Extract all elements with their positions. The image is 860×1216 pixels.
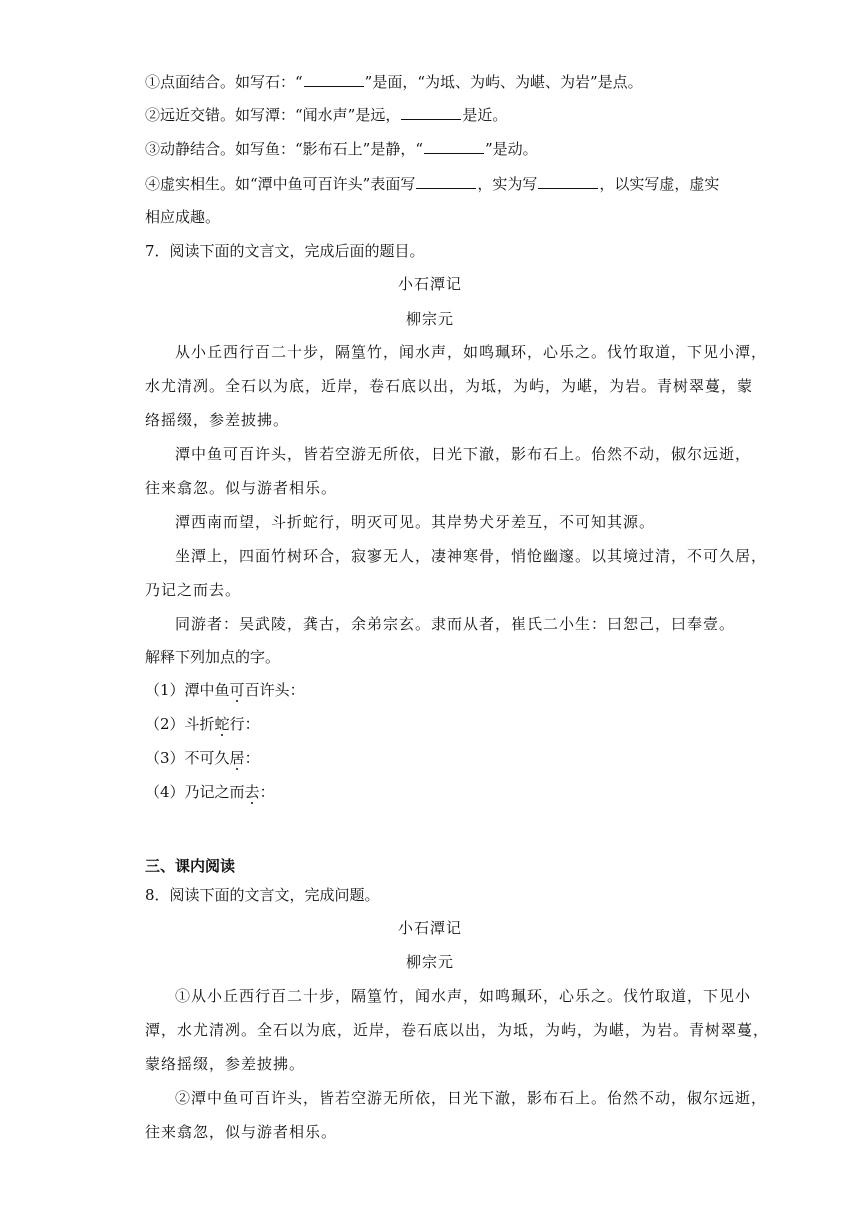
q6-item-1-text-a: ①点面结合。如写石：“ bbox=[145, 73, 303, 91]
q6-item-1-text-b: ”是面，“为坻、为屿、为嵁、为岩”是点。 bbox=[364, 73, 643, 91]
subquestion-text: （2）斗折 bbox=[145, 715, 215, 733]
q7-paragraph-2-line-2: 往来翕忽。似与游者相乐。 bbox=[145, 479, 338, 497]
subquestion-text: 百许头： bbox=[244, 681, 305, 699]
subquestion-text: （1）潭中鱼 bbox=[145, 681, 230, 699]
subquestion-text: ： bbox=[259, 783, 275, 801]
q6-item-1 bbox=[145, 72, 643, 92]
q7-subquestion-4 bbox=[145, 782, 275, 802]
q6-item-4 bbox=[145, 174, 719, 194]
q8-passage-title: 小石潭记 bbox=[397, 919, 462, 937]
q6-item-4-text-c: ，以实写虚，虚实 bbox=[599, 175, 720, 193]
subquestion-text: （4）乃记之而 bbox=[145, 783, 245, 801]
answer-blank[interactable] bbox=[538, 174, 598, 189]
q6-item-3-text-a: ③动静结合。如写鱼：“影布石上”是静，“ bbox=[145, 140, 424, 158]
q8-paragraph-1-line-1: ①从小丘西行百二十步，隔篁竹，闻水声，如鸣珮环，心乐之。伐竹取道，下见小 bbox=[175, 987, 752, 1005]
q8-passage-author: 柳宗元 bbox=[405, 953, 454, 971]
subquestion-text: ： bbox=[244, 749, 260, 767]
q6-item-2 bbox=[145, 105, 507, 125]
q7-paragraph-1-line-1: 从小丘西行百二十步，隔篁竹，闻水声，如鸣珮环，心乐之。伐竹取道，下见小潭， bbox=[175, 343, 768, 361]
q6-item-3 bbox=[145, 139, 538, 159]
q7-subquestion-2 bbox=[145, 714, 260, 734]
q7-paragraph-4-line-2: 乃记之而去。 bbox=[145, 581, 242, 599]
subquestion-text: （3）不可久 bbox=[145, 749, 230, 767]
dotted-char: 居 bbox=[229, 749, 245, 767]
q7-paragraph-5: 同游者：吴武陵，龚古，余弟宗玄。隶而从者，崔氏二小生：曰恕己，曰奉壹。 bbox=[175, 615, 736, 633]
q6-item-4-continued: 相应成趣。 bbox=[145, 208, 221, 226]
q6-item-2-text-a: ②远近交错。如写潭：“闻水声”是远， bbox=[145, 106, 401, 124]
q7-paragraph-1-line-3: 络摇缀，参差披拂。 bbox=[145, 411, 290, 429]
q7-paragraph-1-line-2: 水尤清冽。全石以为底，近岸，卷石底以出，为坻，为屿，为嵁，为岩。青树翠蔓，蒙 bbox=[145, 377, 754, 395]
q6-item-4-text-b: ，实为写 bbox=[477, 175, 538, 193]
dotted-char: 蛇 bbox=[214, 715, 230, 733]
q7-paragraph-2-line-1: 潭中鱼可百许头，皆若空游无所依，日光下澈，影布石上。佁然不动，俶尔远逝， bbox=[175, 445, 752, 463]
q7-subquestion-1 bbox=[145, 680, 305, 700]
q8-paragraph-2-line-2: 往来翕忽，似与游者相乐。 bbox=[145, 1123, 338, 1141]
q7-subquestion-3 bbox=[145, 748, 260, 768]
q7-stem: 7．阅读下面的文言文，完成后面的题目。 bbox=[145, 242, 425, 260]
dotted-char: 可 bbox=[229, 681, 245, 699]
q8-stem: 8．阅读下面的文言文，完成问题。 bbox=[145, 886, 380, 904]
q7-passage-author: 柳宗元 bbox=[405, 310, 454, 328]
q8-paragraph-1-line-2: 潭，水尤清冽。全石以为底，近岸，卷石底以出，为坻，为屿，为嵁，为岩。青树翠蔓， bbox=[145, 1021, 770, 1039]
q8-paragraph-2-line-1: ②潭中鱼可百许头，皆若空游无所依，日光下澈，影布石上。佁然不动，俶尔远逝， bbox=[175, 1089, 768, 1107]
answer-blank[interactable] bbox=[304, 72, 364, 87]
q6-item-4-text-a: ④虚实相生。如“潭中鱼可百许头”表面写 bbox=[145, 175, 416, 193]
q7-paragraph-3: 潭西南而望，斗折蛇行，明灭可见。其岸势犬牙差互，不可知其源。 bbox=[175, 513, 656, 531]
answer-blank[interactable] bbox=[416, 174, 476, 189]
dotted-char: 去 bbox=[244, 783, 260, 801]
section-heading: 三、课内阅读 bbox=[145, 857, 236, 875]
q6-item-3-text-b: ”是动。 bbox=[485, 140, 538, 158]
answer-blank[interactable] bbox=[424, 139, 484, 154]
q7-instruction: 解释下列加点的字。 bbox=[145, 648, 281, 666]
q8-paragraph-1-line-3: 蒙络摇缀，参差披拂。 bbox=[145, 1055, 306, 1073]
q7-paragraph-4-line-1: 坐潭上，四面竹树环合，寂寥无人，凄神寒骨，悄怆幽邃。以其境过清，不可久居， bbox=[175, 547, 768, 565]
q6-item-2-text-b: 是近。 bbox=[462, 106, 508, 124]
answer-blank[interactable] bbox=[401, 105, 461, 120]
q7-passage-title: 小石潭记 bbox=[397, 275, 462, 293]
subquestion-text: 行： bbox=[229, 715, 260, 733]
